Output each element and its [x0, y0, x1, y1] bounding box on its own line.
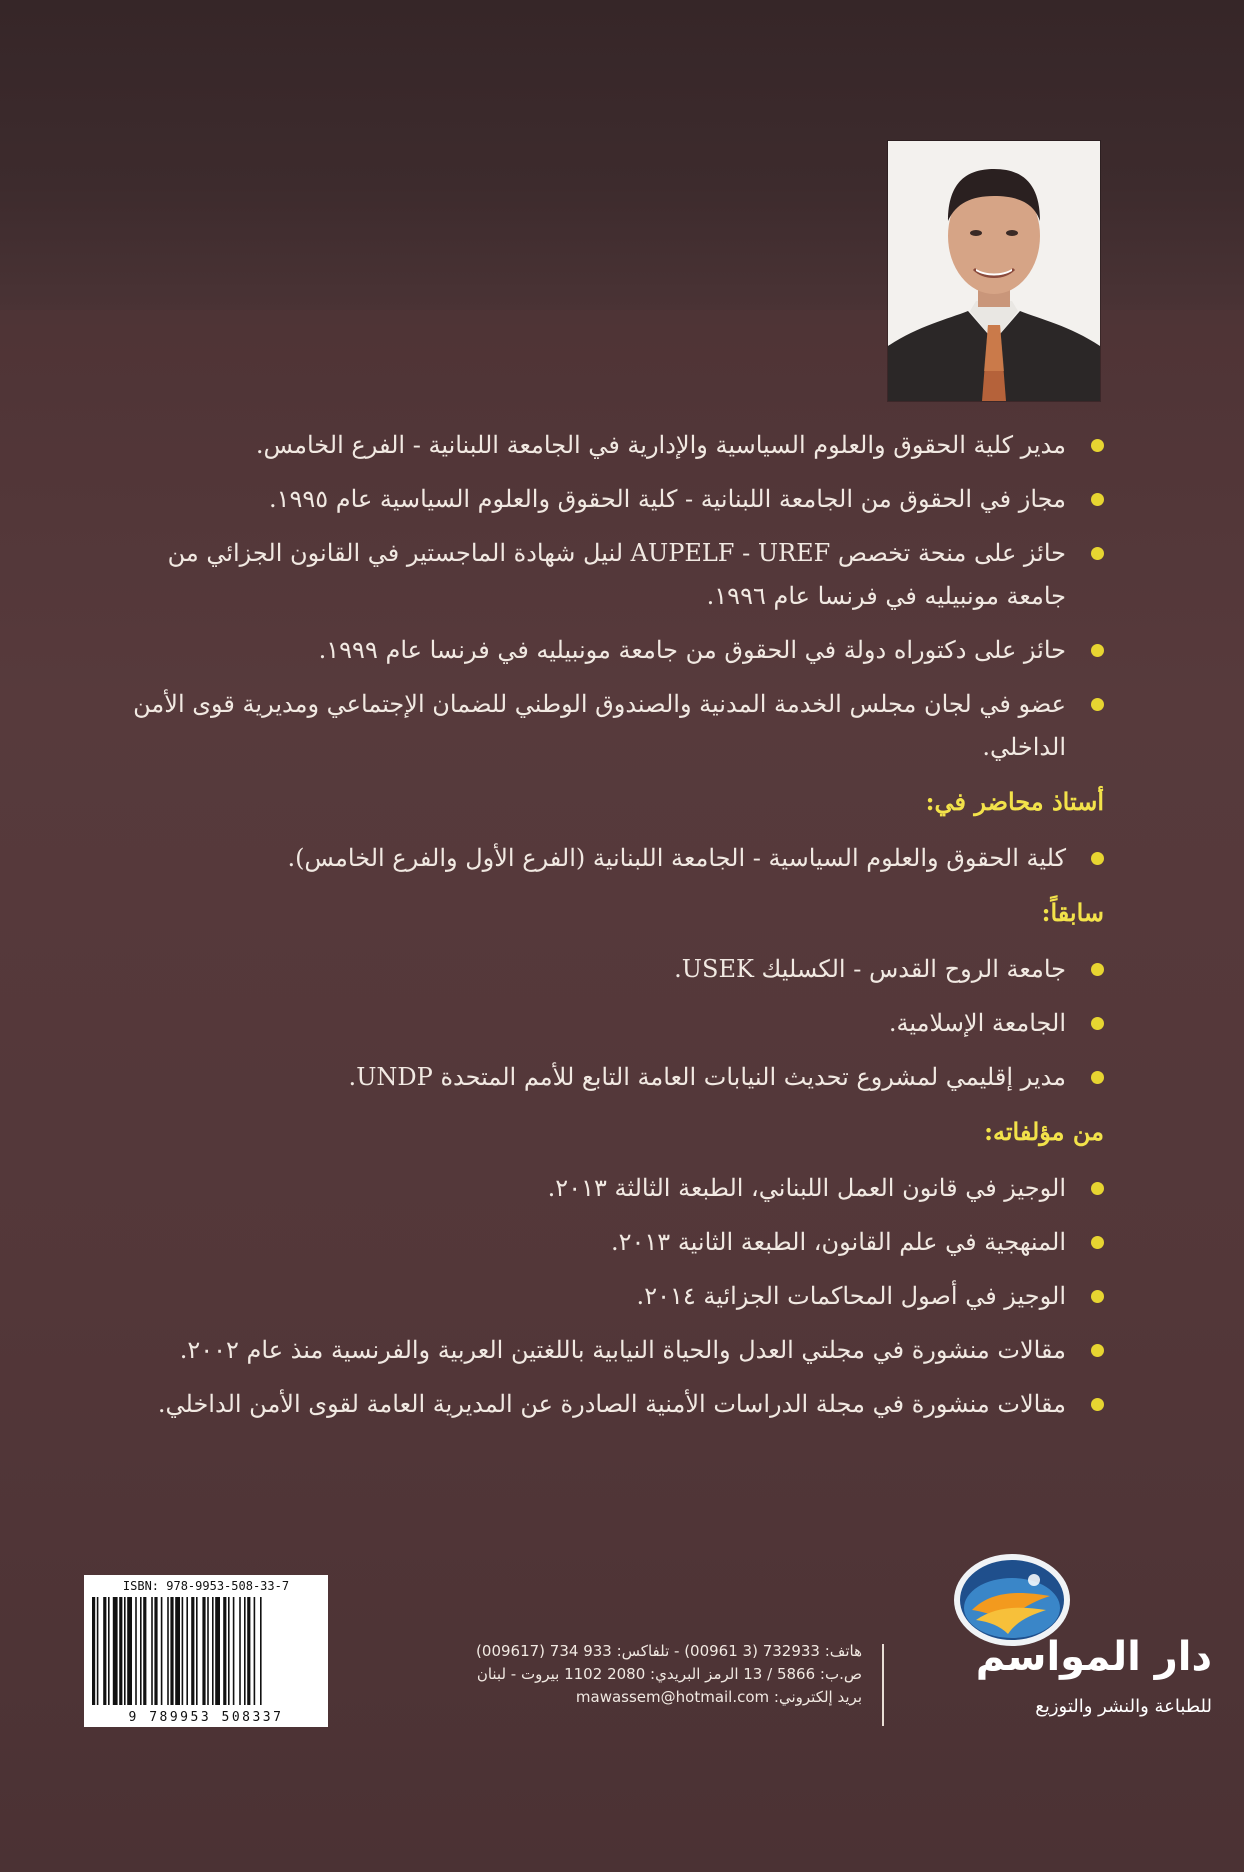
section-heading-previously: سابقاً:: [1041, 898, 1104, 927]
bio-item-text: حائز على دكتوراه دولة في الحقوق من جامعة مونبيليه في فرنسا عام ١٩٩٩.: [318, 636, 1066, 664]
bullet-icon: [1091, 698, 1104, 711]
bio-item-text: مدير إقليمي لمشروع تحديث النيابات العامة التابع للأمم المتحدة UNDP.: [348, 1063, 1066, 1091]
bullet-icon: [1091, 1398, 1104, 1411]
bio-item-text: مقالات منشورة في مجلتي العدل والحياة النيابية باللغتين العربية والفرنسية منذ عام ٢٠٠٢.: [179, 1336, 1066, 1364]
bullet-icon: [1091, 1236, 1104, 1249]
bio-item-text: مجاز في الحقوق من الجامعة اللبنانية - كلية الحقوق والعلوم السياسية عام ١٩٩٥.: [268, 485, 1066, 513]
bullet-icon: [1091, 493, 1104, 506]
bio-item-text: مدير كلية الحقوق والعلوم السياسية والإدارية في الجامعة اللبنانية - الفرع الخامس.: [255, 431, 1066, 459]
bio-item: [104, 1056, 1104, 1099]
isbn-label: ISBN: 978-9953-508-33-7: [122, 1579, 290, 1593]
bio-item: [104, 532, 1104, 618]
barcode-bars-icon: [90, 1597, 322, 1705]
bullet-icon: [1091, 1017, 1104, 1030]
barcode-digits: 9 789953 508337: [128, 1710, 284, 1725]
bullet-icon: [1091, 963, 1104, 976]
bio-item: [104, 1275, 1104, 1318]
publisher-logo: [882, 1634, 1212, 1750]
bio-item-text: عضو في لجان مجلس الخدمة المدنية والصندوق الوطني للضمان الإجتماعي ومديرية قوى الأمن الداخلي.: [133, 690, 1066, 761]
author-bio: [104, 424, 1104, 1437]
bio-item-text: الجامعة الإسلامية.: [888, 1009, 1066, 1037]
bio-item: [104, 424, 1104, 467]
bio-item: [104, 1167, 1104, 1210]
bio-item: [104, 948, 1104, 991]
publisher-email: بريد إلكتروني: mawassem@hotmail.com: [575, 1688, 862, 1706]
bio-item: [104, 1002, 1104, 1045]
bio-item-text: كلية الحقوق والعلوم السياسية - الجامعة اللبنانية (الفرع الأول والفرع الخامس).: [287, 844, 1066, 872]
bio-item: [104, 1383, 1104, 1426]
bullet-icon: [1091, 547, 1104, 560]
bullet-icon: [1091, 644, 1104, 657]
bio-item-text: جامعة الروح القدس - الكسليك USEK.: [674, 955, 1066, 983]
bio-item: [104, 683, 1104, 769]
bullet-icon: [1091, 1290, 1104, 1303]
isbn-barcode: [84, 1575, 328, 1727]
author-photo: [888, 141, 1100, 401]
bullet-icon: [1091, 1071, 1104, 1084]
publisher-address: ص.ب: 5866 / 13 الرمز البريدي: 2080 1102 بيروت - لبنان: [476, 1665, 862, 1683]
section-heading-works: من مؤلفاته:: [984, 1117, 1104, 1146]
bullet-icon: [1091, 1344, 1104, 1357]
bio-item-text: الوجيز في أصول المحاكمات الجزائية ٢٠١٤.: [636, 1282, 1066, 1310]
author-portrait-icon: [888, 141, 1100, 401]
bio-item: [104, 1329, 1104, 1372]
bio-item-text: حائز على منحة تخصص AUPELF - UREF لنيل شهادة الماجستير في القانون الجزائي من جامعة مونبيليه في فرنسا عام ١٩٩٦.: [167, 539, 1066, 610]
publisher-divider: [882, 1644, 884, 1726]
bullet-icon: [1091, 1182, 1104, 1195]
bio-item-text: مقالات منشورة في مجلة الدراسات الأمنية الصادرة عن المديرية العامة لقوى الأمن الداخلي.: [157, 1390, 1066, 1418]
bio-item: [104, 478, 1104, 521]
bullet-icon: [1091, 439, 1104, 452]
bio-item-text: المنهجية في علم القانون، الطبعة الثانية ٢٠١٣.: [610, 1228, 1066, 1256]
bio-item: [104, 837, 1104, 880]
bio-item-text: الوجيز في قانون العمل اللبناني، الطبعة الثالثة ٢٠١٣.: [547, 1174, 1066, 1202]
publisher-block: [372, 1634, 1232, 1750]
publisher-name: دار المواسم: [975, 1634, 1212, 1680]
section-heading-lecturer: أستاذ محاضر في:: [925, 787, 1104, 816]
publisher-tagline: للطباعة والنشر والتوزيع: [1035, 1696, 1212, 1717]
bio-item: [104, 629, 1104, 672]
bullet-icon: [1091, 852, 1104, 865]
publisher-contact: [372, 1640, 862, 1709]
bio-item: [104, 1221, 1104, 1264]
publisher-phone: هاتف: 732933 (3 00961) - تلفاكس: 933 734 (009617): [476, 1642, 862, 1660]
